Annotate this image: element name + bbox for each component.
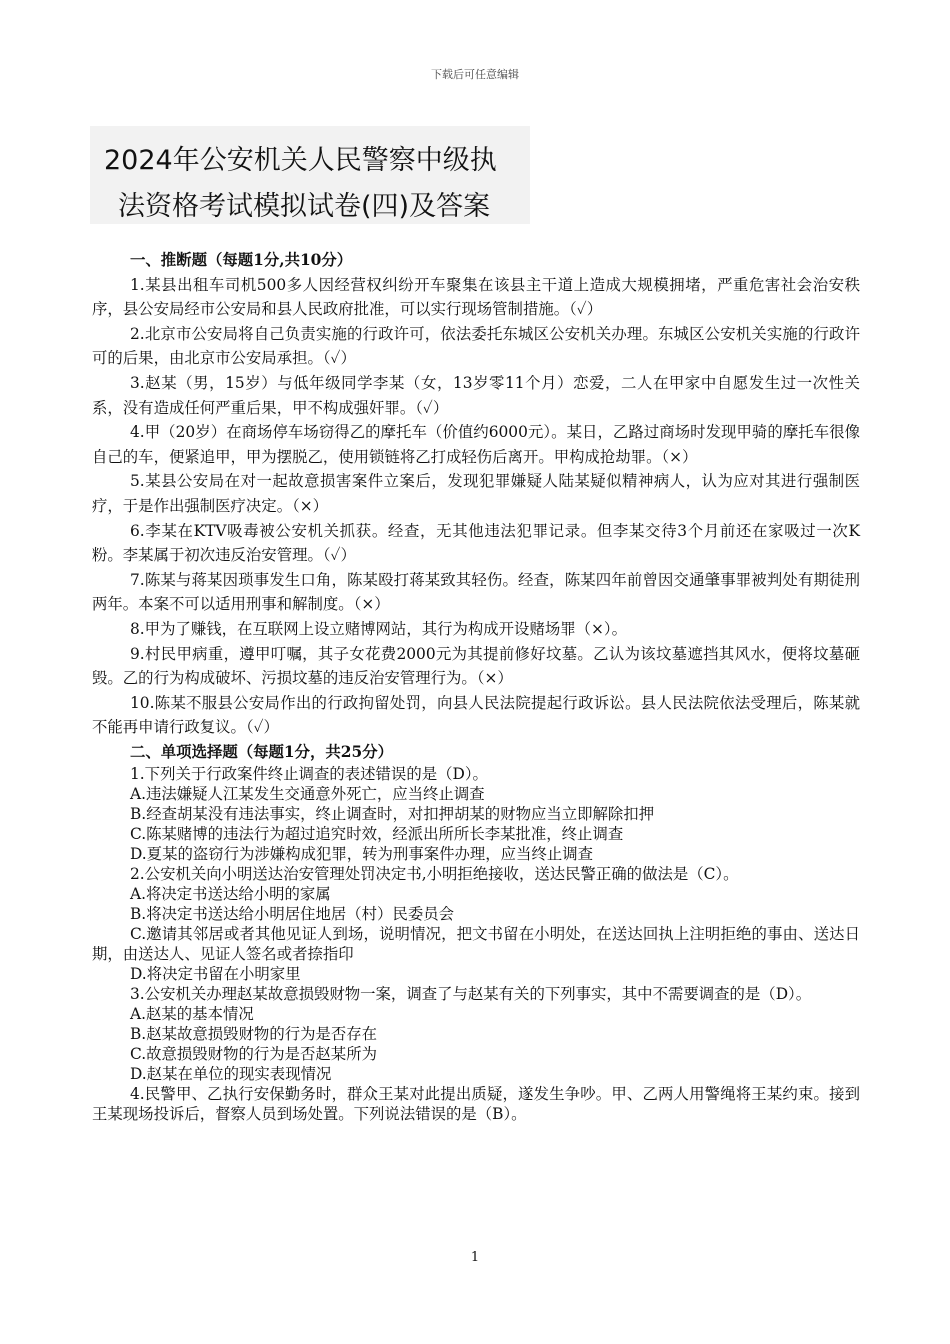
choice-question-4: 4.民警甲、乙执行安保勤务时，群众王某对此提出质疑，遂发生争吵。甲、乙两人用警绳将王某约束。接到王某现场投诉后，督察人员到场处置。下列说法错误的是（B）。	[92, 1085, 860, 1124]
choice-option: D.赵某在单位的现实表现情况	[130, 1065, 332, 1084]
judgement-item: 10.陈某不服县公安局作出的行政拘留处罚，向县人民法院提起行政诉讼。县人民法院依法受理后，陈某就不能再申请行政复议。（✓）	[92, 693, 860, 737]
choice-question-3: 3.公安机关办理赵某故意损毁财物一案，调查了与赵某有关的下列事实，其中不需要调查的是（D）。	[130, 985, 812, 1004]
choice-option: A.将决定书送达给小明的家属	[130, 885, 331, 904]
choice-option: D.将决定书留在小明家里	[130, 965, 301, 984]
choice-option: C.陈某赌博的违法行为超过追究时效，经派出所所长李某批准，终止调查	[130, 825, 624, 844]
judgement-item: 3.赵某（男，15岁）与低年级同学李某（女，13岁零11个月）恋爱，二人在甲家中自愿发生过一次性关系，没有造成任何严重后果，甲不构成强奸罪。（✓）	[92, 373, 860, 417]
choice-option: B.将决定书送达给小明居住地居（村）民委员会	[130, 905, 455, 924]
judgement-item: 2.北京市公安局将自己负责实施的行政许可，依法委托东城区公安机关办理。东城区公安机关实施的行政许可的后果，由北京市公安局承担。（✓）	[92, 324, 860, 368]
document-body	[92, 248, 860, 1124]
choice-option: B.赵某故意损毁财物的行为是否存在	[130, 1025, 378, 1044]
judgement-item: 8.甲为了赚钱，在互联网上设立赌博网站，其行为构成开设赌场罪（×）。	[130, 619, 627, 638]
choice-option: C.邀请其邻居或者其他见证人到场，说明情况，把文书留在小明处，在送达回执上注明拒绝的事由、送达日期，由送达人、见证人签名或者捺指印	[92, 925, 860, 964]
header-note: 下载后可任意编辑	[431, 68, 519, 81]
choice-option: D.夏某的盗窃行为涉嫌构成犯罪，转为刑事案件办理，应当终止调查	[130, 845, 594, 864]
choice-question-2: 2.公安机关向小明送达治安管理处罚决定书,小明拒绝接收，送达民警正确的做法是（C）。	[130, 865, 739, 884]
judgement-item: 7.陈某与蒋某因琐事发生口角，陈某殴打蒋某致其轻伤。经查，陈某四年前曾因交通肇事罪被判处有期徒刑两年。本案不可以适用刑事和解制度。（×）	[92, 570, 860, 614]
judgement-item: 5.某县公安局在对一起故意损害案件立案后，发现犯罪嫌疑人陆某疑似精神病人，认为应对其进行强制医疗，于是作出强制医疗决定。（×）	[92, 472, 860, 515]
document-title-line2: 法资格考试模拟试卷(四)及答案	[118, 191, 491, 222]
choice-option: B.经查胡某没有违法事实，终止调查时，对扣押胡某的财物应当立即解除扣押	[130, 805, 655, 824]
section1-heading: 一、推断题（每题1分,共10分）	[130, 251, 353, 269]
choice-option: A.赵某的基本情况	[130, 1005, 254, 1024]
choice-option: C.故意损毁财物的行为是否赵某所为	[130, 1045, 377, 1064]
judgement-item: 6.李某在KTV吸毒被公安机关抓获。经查，无其他违法犯罪记录。但李某交待3个月前还在家吸过一次K粉。李某属于初次违反治安管理。（✓）	[92, 521, 860, 565]
page-number: 1	[470, 1250, 480, 1265]
judgement-item: 9.村民甲病重，遵甲叮嘱，其子女花费2000元为其提前修好坟墓。乙认为该坟墓遮挡其风水，便将坟墓砸毁。乙的行为构成破坏、污损坟墓的违反治安管理行为。（×）	[92, 644, 860, 688]
choice-question-1: 1.下列关于行政案件终止调查的表述错误的是（D）。	[130, 765, 488, 784]
section2-heading: 二、单项选择题（每题1分，共25分）	[130, 742, 393, 761]
choice-option: A.违法嫌疑人江某发生交通意外死亡，应当终止调查	[130, 785, 485, 804]
judgement-item: 1.某县出租车司机500多人因经营权纠纷开车聚集在该县主干道上造成大规模拥堵，严重危害社会治安秩序，县公安局经市公安局和县人民政府批准，可以实行现场管制措施。（✓）	[92, 275, 860, 319]
document-title-line1: 2024年公安机关人民警察中级执	[104, 145, 497, 176]
judgement-item: 4.甲（20岁）在商场停车场窃得乙的摩托车（价值约6000元）。某日，乙路过商场时发现甲骑的摩托车很像自己的车，便紧追甲，甲为摆脱乙，使用锁链将乙打成轻伤后离开。甲构成抢劫罪。（×）	[92, 423, 860, 466]
